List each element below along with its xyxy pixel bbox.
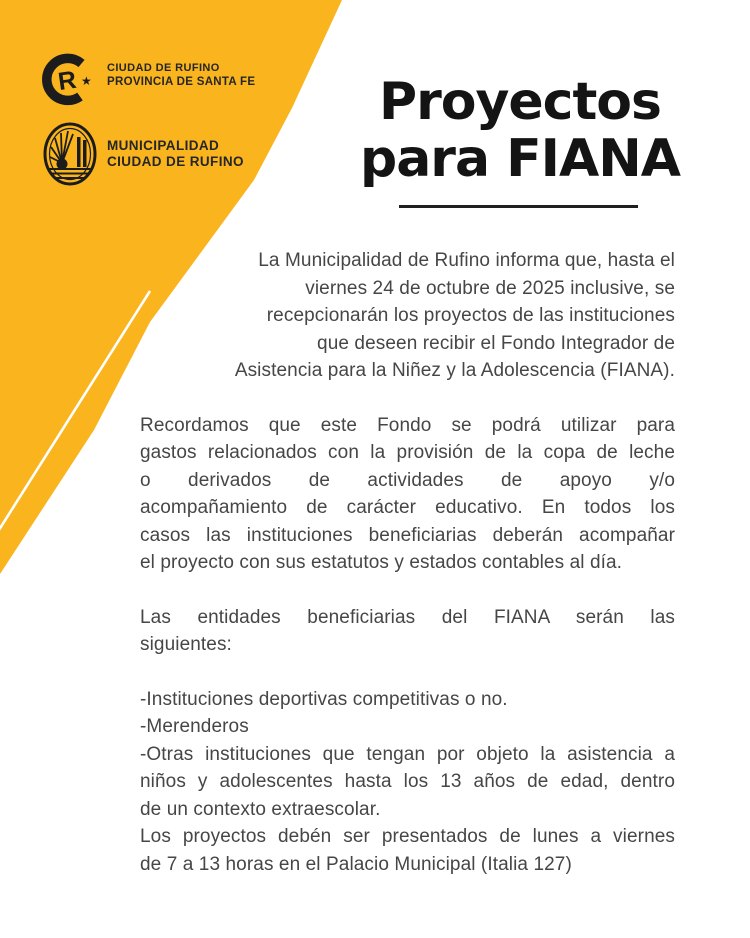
text-line: o derivados de actividades de apoyo y/o — [140, 469, 675, 491]
page-title-line1: Proyectos — [378, 72, 661, 132]
text-line: Recordamos que este Fondo se podrá utilizar para — [140, 414, 675, 436]
list-item-instituciones-deportivas — [140, 686, 675, 714]
paragraph-submission — [140, 823, 675, 878]
page-title — [318, 74, 722, 188]
text-line: gastos relacionados con la provisión de la copa de leche — [140, 442, 675, 463]
text-line: -Otras instituciones que tengan por objeto la asistencia a — [140, 743, 675, 765]
text-line: acompañamiento de carácter educativo. En todos los — [140, 497, 675, 518]
paragraph-entities-intro — [140, 604, 675, 659]
logo-ciudad-text — [107, 50, 255, 89]
list-item-merenderos — [140, 713, 675, 741]
text-line: el proyecto con sus estatutos y estados contables al día. — [140, 552, 623, 573]
logo-ciudad-de-rufino — [40, 50, 255, 113]
beneficiaries-list — [140, 686, 675, 824]
logo-ciudad-line2: PROVINCIA DE SANTA FE — [107, 76, 256, 88]
logo-municipalidad-text — [107, 121, 244, 170]
list-item-otras-instituciones — [140, 741, 675, 824]
rising-sun-seal-icon — [42, 121, 98, 192]
text-line: que deseen recibir el Fondo Integrador de — [317, 332, 675, 354]
logo-municipalidad — [42, 121, 244, 192]
title-underline — [399, 205, 638, 208]
text-line: Asistencia para la Niñez y la Adolescencia (FIANA). — [234, 360, 675, 381]
text-line: casos las instituciones beneficiarias deberán acompañar — [140, 524, 675, 546]
text-line: niños y adolescentes hasta los 13 años de edad, dentro — [140, 771, 675, 792]
paragraph-announcement — [140, 247, 675, 385]
paragraph-fund-usage — [140, 412, 675, 577]
cr-star-monogram-icon — [40, 50, 98, 113]
text-line: viernes 24 de octubre de 2025 inclusive, se — [305, 277, 675, 299]
logo-municipalidad-line1: MUNICIPALIDAD — [107, 138, 220, 153]
page-title-line2: para FIANA — [359, 129, 681, 189]
svg-text:★: ★ — [81, 74, 92, 88]
logo-ciudad-line1: CIUDAD DE RUFINO — [107, 62, 220, 74]
text-line: de 7 a 13 horas en el Palacio Municipal (Italia 127) — [140, 853, 572, 875]
text-line: Los proyectos debén ser presentados de lunes a viernes — [140, 826, 675, 847]
text-line: La Municipalidad de Rufino informa que, hasta el — [258, 250, 675, 271]
text-line: siguientes: — [140, 634, 232, 655]
text-line: recepcionarán los proyectos de las instituciones — [266, 305, 675, 326]
text-line: de un contexto extraescolar. — [140, 798, 381, 820]
text-line: -Merenderos — [140, 716, 249, 737]
text-line: Las entidades beneficiarias del FIANA serán las — [140, 606, 675, 628]
body-text-column — [140, 247, 675, 878]
svg-text:R: R — [56, 65, 79, 97]
text-line: -Instituciones deportivas competitivas o no. — [140, 688, 508, 710]
logo-municipalidad-line2: CIUDAD DE RUFINO — [107, 154, 244, 169]
